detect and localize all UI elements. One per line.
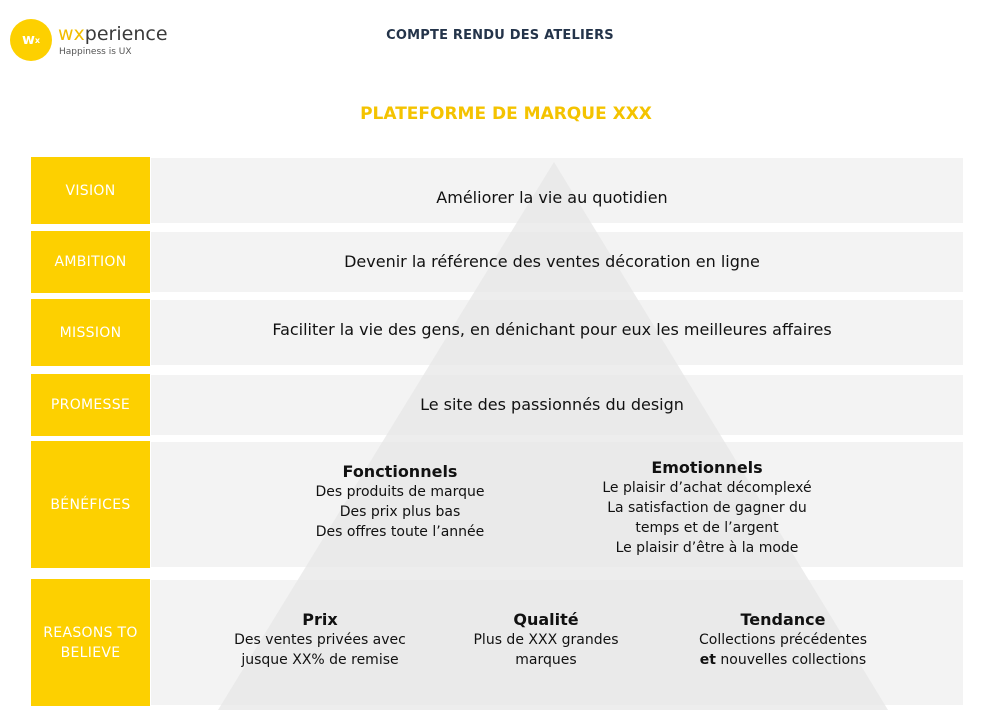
logo-tagline: Happiness is UX	[59, 47, 132, 57]
benefices-emotionnels	[567, 458, 847, 558]
list-item: Plus de XXX grandes	[473, 632, 619, 648]
label-benefices: BÉNÉFICES	[31, 441, 150, 568]
list-item: temps et de l’argent	[635, 520, 779, 536]
list-item: et nouvelles collections	[699, 652, 867, 668]
label-mission: MISSION	[31, 299, 150, 366]
label-reasons-line1: REASONS TO	[43, 624, 138, 641]
list-item: Des produits de marque	[315, 484, 485, 500]
benefices-fonctionnels	[270, 462, 530, 542]
list-item: Collections précédentes	[698, 632, 868, 648]
list-item: Le plaisir d’achat décomplexé	[602, 480, 812, 496]
reason-qualite	[446, 610, 646, 670]
section-title: PLATEFORME DE MARQUE XXX	[360, 104, 652, 124]
label-promesse: PROMESSE	[31, 374, 150, 436]
list-item: La satisfaction de gagner du	[607, 500, 807, 516]
list-item: jusque XX% de remise	[241, 652, 399, 668]
list-item: Des offres toute l’année	[315, 524, 485, 540]
prix-title: Prix	[302, 610, 338, 629]
fonctionnels-title: Fonctionnels	[342, 462, 458, 481]
reason-prix	[205, 610, 435, 670]
emotionnels-title: Emotionnels	[651, 458, 763, 477]
logo-mark: w x	[10, 19, 52, 61]
list-item: marques	[515, 652, 577, 668]
vision-text: Améliorer la vie au quotidien	[436, 188, 668, 207]
mission-text: Faciliter la vie des gens, en dénichant pour eux les meilleures affaires	[272, 320, 832, 339]
tendance-title: Tendance	[740, 610, 826, 629]
label-vision: VISION	[31, 157, 150, 224]
list-item: Le plaisir d’être à la mode	[615, 540, 799, 556]
reason-tendance	[668, 610, 898, 670]
promesse-text: Le site des passionnés du design	[420, 395, 684, 414]
ambition-text: Devenir la référence des ventes décoration en ligne	[344, 252, 760, 271]
qualite-title: Qualité	[513, 610, 579, 629]
label-ambition: AMBITION	[31, 231, 150, 293]
label-reasons-to-believe	[31, 579, 150, 706]
logo-wordmark: wxperience	[58, 23, 168, 45]
document-title: COMPTE RENDU DES ATELIERS	[386, 28, 614, 43]
list-item: Des prix plus bas	[339, 504, 461, 520]
list-item: Des ventes privées avec	[234, 632, 406, 648]
label-reasons-line2: BELIEVE	[60, 644, 121, 661]
